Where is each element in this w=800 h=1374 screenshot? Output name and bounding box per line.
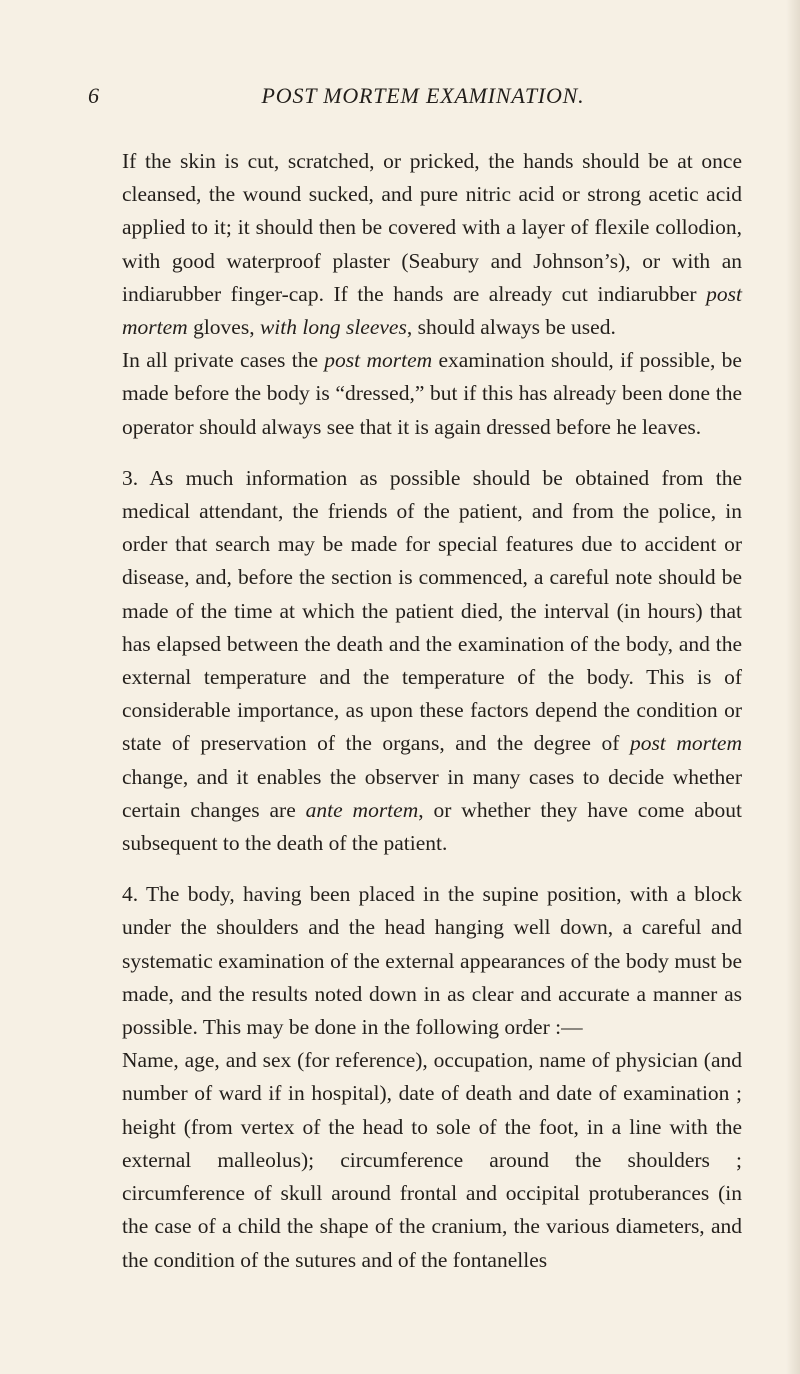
page-header <box>0 78 800 114</box>
paragraph-gloves: If the skin is cut, scratched, or pricked, the hands should be at once cleansed, the wound sucked, and pure nitric acid or strong acetic acid applied to it; it should then be covered with a layer of flexile collodion, with good waterproof plaster (Seabury and Johnson’s), or with an indiarubber finger-cap. If the hands are already cut indiarubber post mortem gloves, with long sleeves, should always be used. <box>122 149 742 340</box>
page-edge-shadow <box>786 0 800 1374</box>
paragraph-private-cases: In all private cases the post mortem examination should, if possible, be made before the body is “dressed,” but if this has already been done the operator should always see that it is again dressed before he leaves. <box>122 348 742 439</box>
body-text <box>122 145 742 1277</box>
page-number: 6 <box>88 83 99 108</box>
paragraph-3-information: 3. As much information as possible should be obtained from the medical attendant, the friends of the patient, and from the police, in order that search may be made for special features due to accident or disease, and, before the section is commenced, a careful note should be made of the time at which the patient died, the interval (in hours) that has elapsed between the death and the examination of the body, and the external temperature and the temperature of the body. This is of considerable importance, as upon these factors depend the condition or state of preservation of the organs, and the degree of post mortem change, and it enables the observer in many cases to decide whether certain changes are ante mortem, or whether they have come about subsequent to the death of the patient. <box>122 465 743 856</box>
running-title: POST MORTEM EXAMINATION. <box>261 83 585 108</box>
paragraph-4-body-position: 4. The body, having been placed in the supine position, with a block under the shoulders and the head hanging well down, a careful and systematic examination of the external appearances of the body must be made, and the results noted down in as clear and accurate a manner as possible. This may be done in the following order :— <box>122 882 742 1040</box>
paragraph-examination-list: Name, age, and sex (for reference), occupation, name of physician (and number of ward if in hospital), date of death and date of examination ; height (from vertex of the head to sole of the foot, in a line with the external malleolus); circumference around the shoulders ; circumference of skull around frontal and occipital protuberances (in the case of a child the shape of the cranium, the various diameters, and the condition of the sutures and of the fontanelles <box>122 1048 742 1272</box>
